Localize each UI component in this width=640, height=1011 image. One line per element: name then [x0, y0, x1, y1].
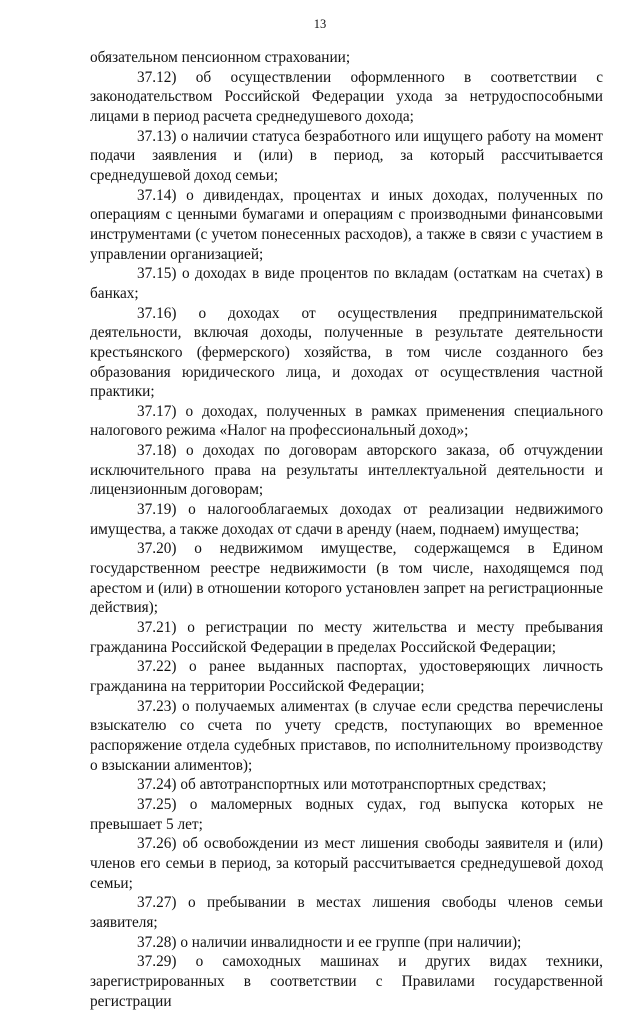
document-paragraph: 37.20) о недвижимом имуществе, содержащемся в Едином государственном реестре недвижимости (в том числе, находящемся под арестом и (или) в отношении которого установлен запрет на регистрационные действия); — [90, 540, 603, 617]
document-paragraph: 37.17) о доходах, полученных в рамках применения специального налогового режима «Налог на профессиональный доход»; — [90, 402, 603, 440]
document-paragraph: 37.26) об освобождении из мест лишения свободы заявителя и (или) членов его семьи в период, за который рассчитывается среднедушевой доход семьи; — [90, 835, 603, 892]
document-paragraph: 37.12) об осуществлении оформленного в соответствии с законодательством Российской Федерации ухода за нетрудоспособными лицами в период расчета среднедушевого дохода; — [90, 68, 603, 125]
document-paragraph: 37.27) о пребывании в местах лишения свободы членов семьи заявителя; — [90, 894, 603, 931]
page-number: 13 — [313, 17, 327, 31]
document-paragraph: 37.24) об автотранспортных или мототранспортных средствах; — [137, 776, 547, 794]
document-body — [90, 48, 603, 1011]
document-paragraph: 37.19) о налогооблагаемых доходах от реализации недвижимого имущества, а также доходах от сдачи в аренду (наем, поднаем) имущества; — [90, 501, 603, 538]
document-paragraph: 37.14) о дивидендах, процентах и иных доходах, полученных по операциям с ценными бумагами и операциям с производными финансовыми инструментами (с учетом понесенных расходов), а также в связи с участием в управлении организацией; — [90, 186, 603, 263]
document-paragraph: 37.22) о ранее выданных паспортах, удостоверяющих личность гражданина на территории Российской Федерации; — [90, 658, 603, 695]
document-paragraph: 37.16) о доходах от осуществления предпринимательской деятельности, включая доходы, полученные в результате деятельности крестьянского (фермерского) хозяйства, в том числе созданного без образования юридического лица, и доходах от осуществления частной практики; — [90, 304, 603, 401]
document-paragraph: 37.23) о получаемых алиментах (в случае если средства перечислены взыскателю со счета по учету средств, поступающих во временное распоряжение отдела судебных приставов, по исполнительному производству о взыскании алиментов); — [90, 697, 603, 774]
document-paragraph: 37.28) о наличии инвалидности и ее группе (при наличии); — [137, 933, 522, 951]
document-paragraph: обязательном пенсионном страховании; — [90, 49, 351, 66]
document-paragraph: 37.25) о маломерных водных судах, год выпуска которых не превышает 5 лет; — [90, 795, 603, 833]
document-paragraph: 37.15) о доходах в виде процентов по вкладам (остаткам на счетах) в банках; — [90, 265, 603, 302]
document-paragraph: 37.13) о наличии статуса безработного или ищущего работу на момент подачи заявления и (или) в период, за который рассчитывается среднедушевой доход семьи; — [90, 127, 603, 184]
document-paragraph: 37.21) о регистрации по месту жительства и месту пребывания гражданина Российской Федерации в пределах Российской Федерации; — [90, 619, 603, 656]
document-paragraph: 37.18) о доходах по договорам авторского заказа, об отчуждении исключительного права на результаты интеллектуальной деятельности и лицензионным договорам; — [90, 442, 603, 499]
document-paragraph: 37.29) о самоходных машинах и других видах техники, зарегистрированных в соответствии с Правилами государственной регистрации — [90, 953, 603, 1010]
